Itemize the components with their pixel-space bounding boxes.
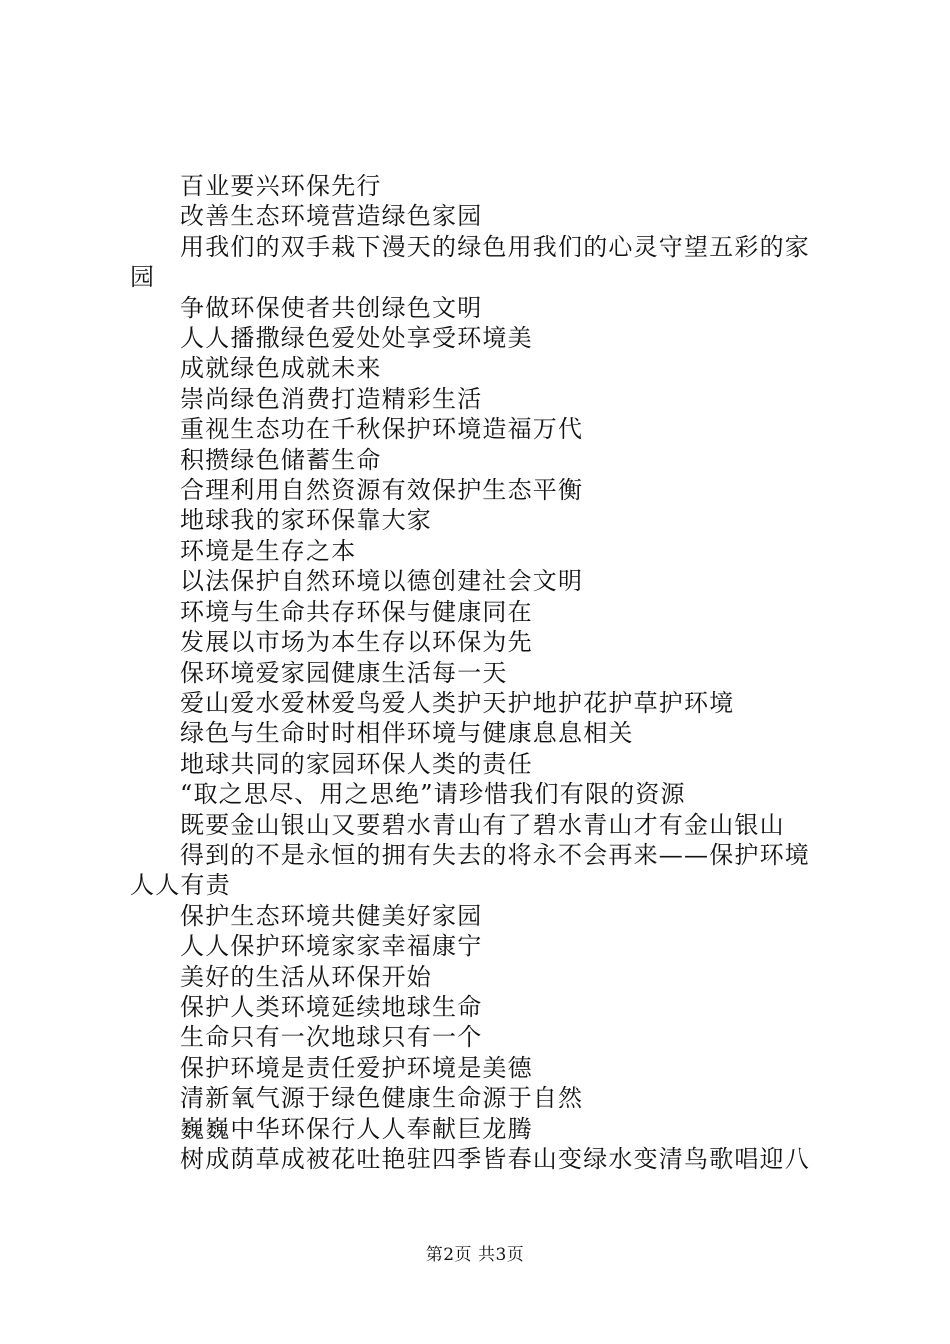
slogan-line: 既要金山银山又要碧水青山有了碧水青山才有金山银山 [180, 810, 785, 839]
slogan-line: 树成荫草成被花吐艳驻四季皆春山变绿水变清鸟歌唱迎八 [180, 1145, 810, 1173]
slogan-line: 地球共同的家园环保人类的责任 [180, 749, 533, 778]
slogan-line: 百业要兴环保先行 [180, 172, 382, 200]
slogan-line: 发展以市场为本生存以环保为先 [180, 628, 533, 657]
document-body [130, 171, 835, 1174]
slogan-line: 环境与生命共存环保与健康同在 [180, 597, 533, 626]
slogan-line: 保护人类环境延续地球生命 [180, 992, 483, 1021]
slogan-line: 生命只有一次地球只有一个 [180, 1023, 483, 1052]
slogan-line: 以法保护自然环境以德创建社会文明 [180, 567, 584, 596]
slogan-line: 合理利用自然资源有效保护生态平衡 [180, 476, 584, 505]
slogan-line: 得到的不是永恒的拥有失去的将永不会再来——保护环境人人有责 [130, 840, 810, 900]
slogan-line: 人人保护环境家家幸福康宁 [180, 932, 483, 961]
slogan-line: 积攒绿色储蓄生命 [180, 445, 382, 474]
slogan-line: 地球我的家环保靠大家 [180, 506, 432, 535]
slogan-line: 清新氧气源于绿色健康生命源于自然 [180, 1084, 584, 1113]
slogan-line: 保环境爱家园健康生活每一天 [180, 658, 508, 687]
page-number-footer: 第2页 共3页 [425, 1245, 525, 1265]
slogan-line: 改善生态环境营造绿色家园 [180, 202, 483, 231]
slogan-line: 人人播撒绿色爱处处享受环境美 [180, 324, 533, 353]
slogan-line: 争做环保使者共创绿色文明 [180, 293, 483, 322]
slogan-line: 保护生态环境共健美好家园 [180, 901, 483, 930]
slogan-line: 崇尚绿色消费打造精彩生活 [180, 384, 483, 413]
slogan-line: 绿色与生命时时相伴环境与健康息息相关 [180, 719, 634, 748]
slogan-line: “取之思尽、用之思绝”请珍惜我们有限的资源 [180, 780, 686, 809]
slogan-line: 用我们的双手栽下漫天的绿色用我们的心灵守望五彩的家园 [130, 232, 810, 292]
slogan-line: 保护环境是责任爱护环境是美德 [180, 1053, 533, 1082]
slogan-line: 成就绿色成就未来 [180, 354, 382, 383]
slogan-line: 环境是生存之本 [180, 536, 357, 565]
slogan-line: 爱山爱水爱林爱鸟爱人类护天护地护花护草护环境 [180, 688, 735, 717]
slogan-line: 重视生态功在千秋保护环境造福万代 [180, 415, 584, 444]
slogan-line: 巍巍中华环保行人人奉献巨龙腾 [180, 1114, 533, 1143]
slogan-line: 美好的生活从环保开始 [180, 962, 432, 991]
